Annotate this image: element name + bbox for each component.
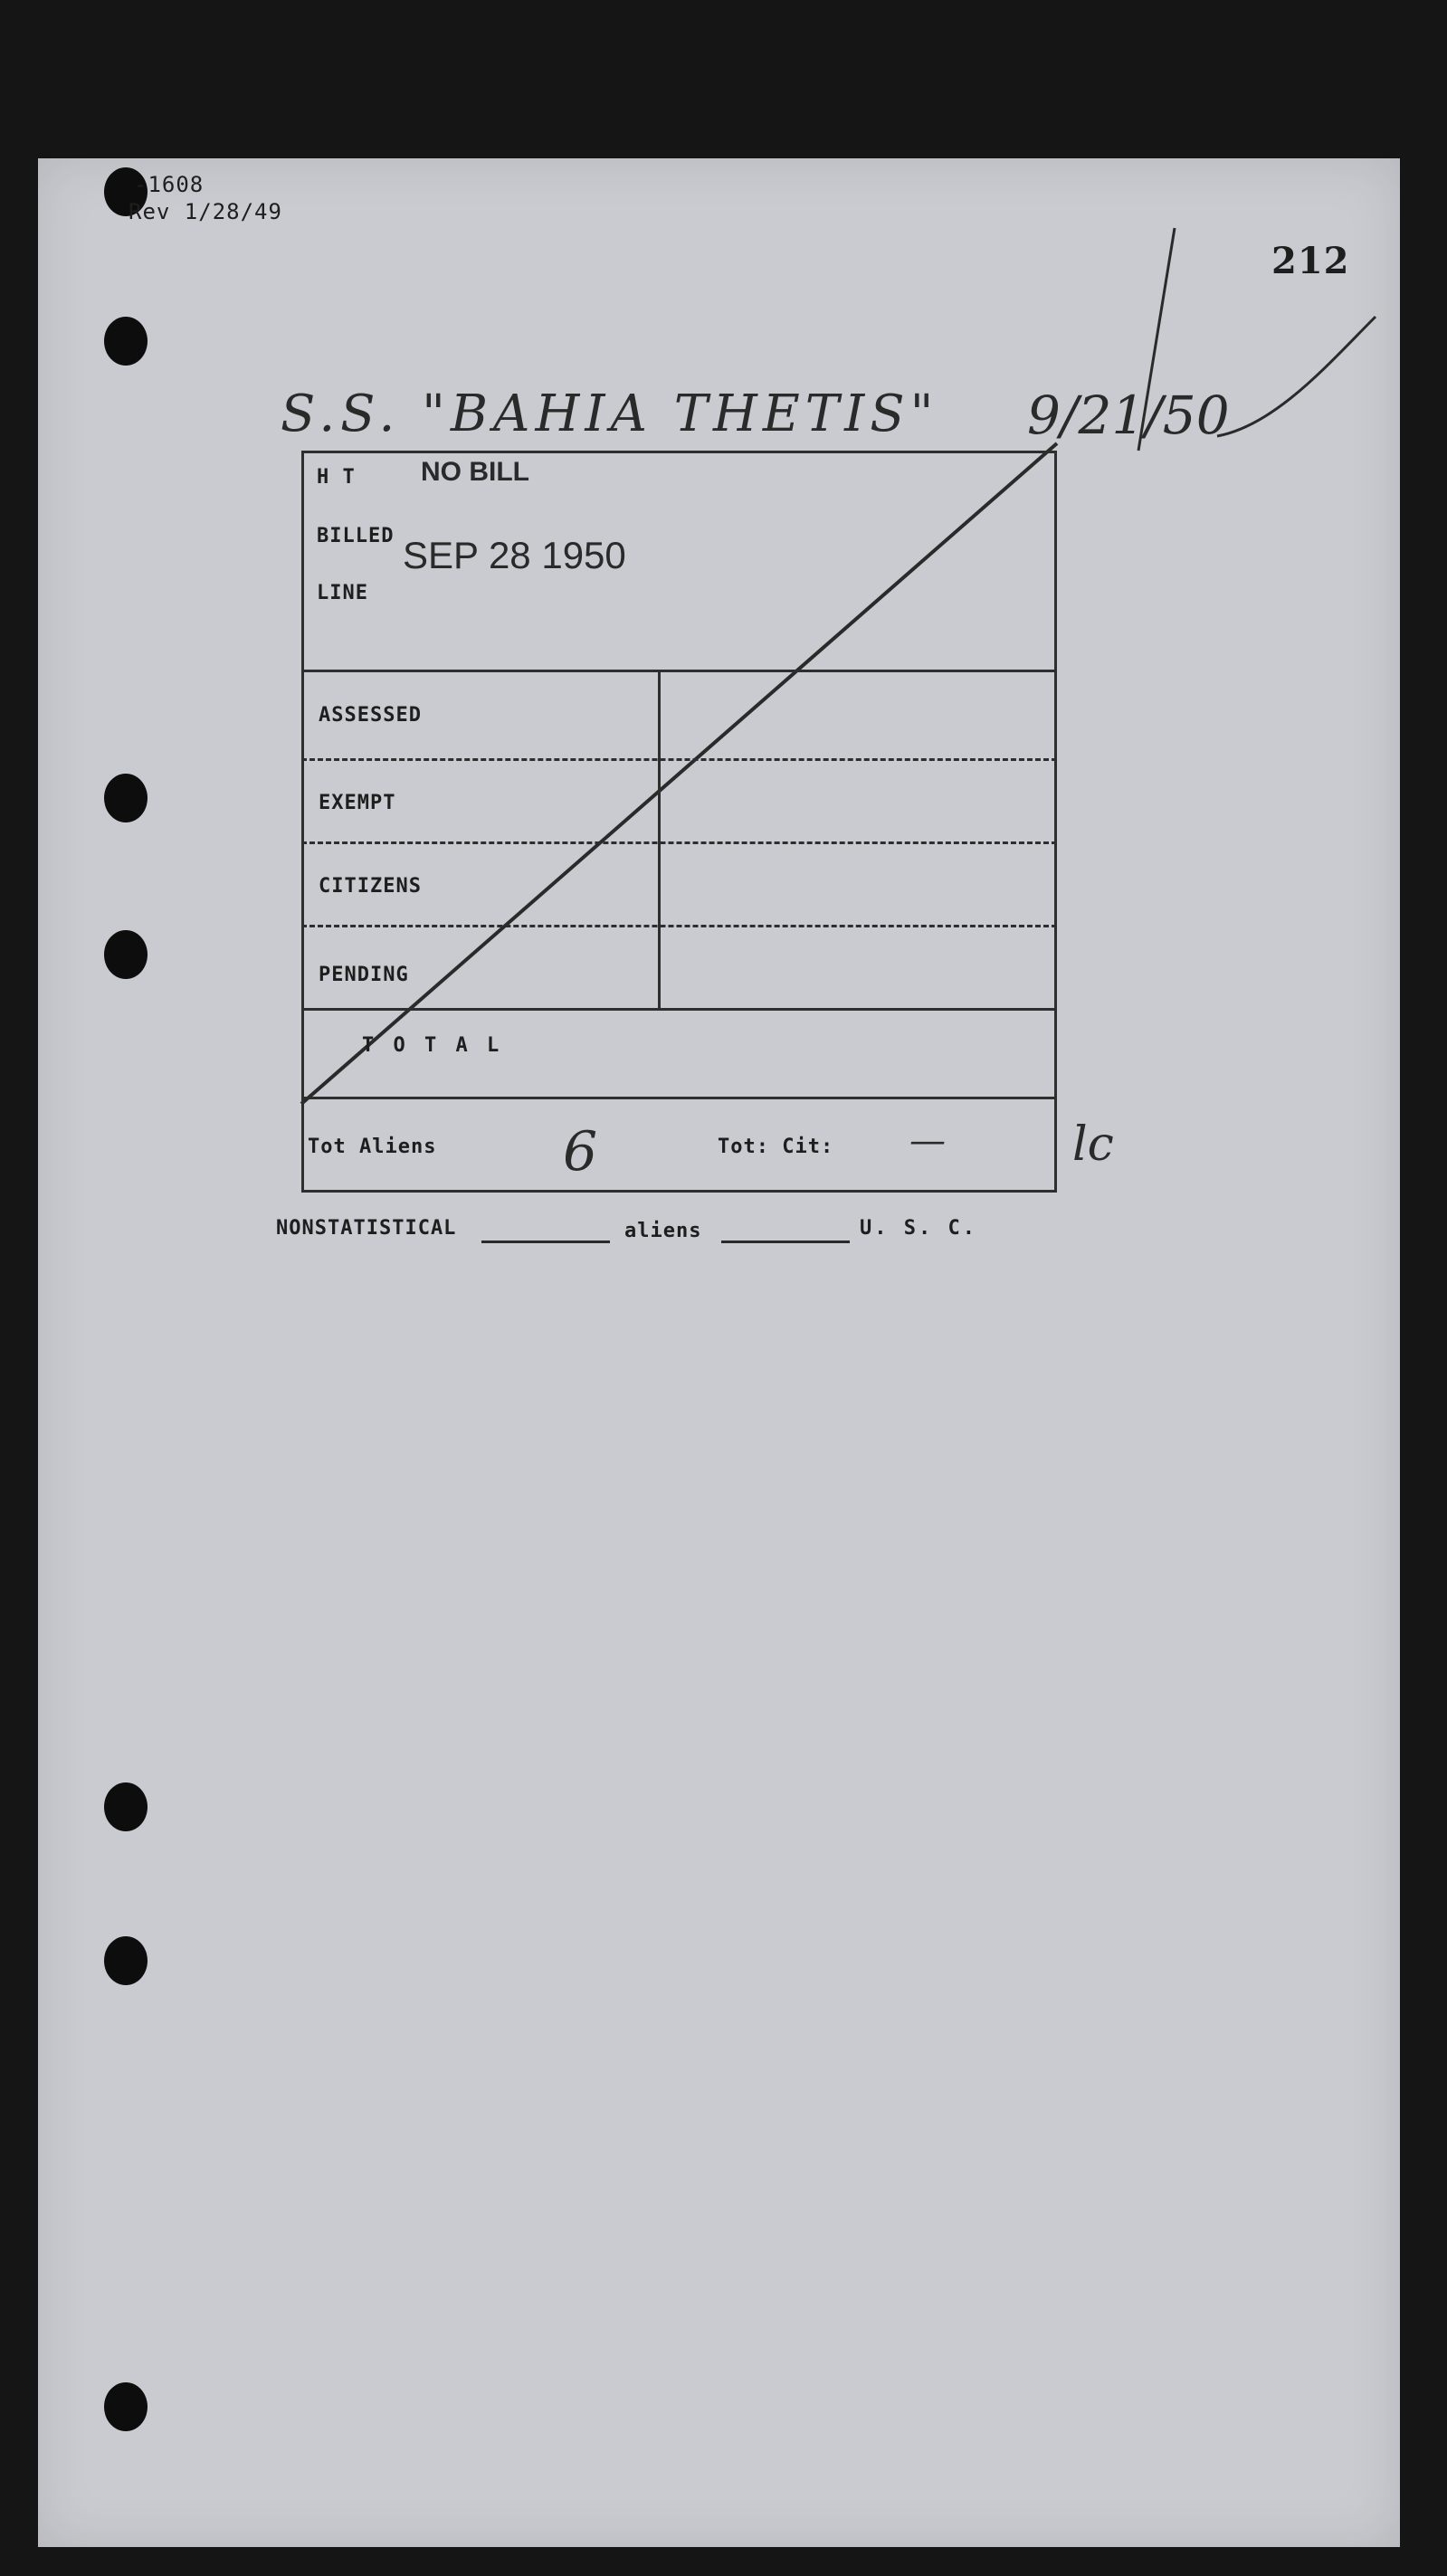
usc-label: U. S. C. xyxy=(860,1217,977,1240)
vertical-pen-stroke xyxy=(1138,228,1175,451)
line-label: LINE xyxy=(317,582,368,604)
ht-label: H T xyxy=(317,466,356,489)
total-label: T O T A L xyxy=(362,1034,503,1057)
divider xyxy=(301,1097,1057,1099)
no-bill-stamp: NO BILL xyxy=(421,457,529,487)
row-label-exempt: EXEMPT xyxy=(319,792,396,814)
row-label-citizens: CITIZENS xyxy=(319,875,422,898)
tot-cit-label: Tot: Cit: xyxy=(718,1136,834,1158)
divider xyxy=(301,758,1057,761)
flourish-pen-stroke xyxy=(1217,317,1376,436)
form-number: -1608 xyxy=(134,172,205,197)
tot-aliens-label: Tot Aliens xyxy=(308,1136,437,1158)
divider xyxy=(301,1008,1057,1011)
billed-label: BILLED xyxy=(317,525,395,547)
vessel-name: S.S. "BAHIA THETIS" xyxy=(281,385,939,443)
billed-date-stamp: SEP 28 1950 xyxy=(403,534,626,576)
row-label-pending: PENDING xyxy=(319,964,409,986)
tot-aliens-value: 6 xyxy=(563,1120,598,1183)
aliens-blank xyxy=(721,1240,850,1243)
arrival-date: 9/21/50 xyxy=(1027,385,1230,446)
column-divider xyxy=(658,671,661,1008)
page-number: 212 xyxy=(1271,240,1350,282)
aliens-label: aliens xyxy=(624,1220,702,1242)
tot-cit-value: — xyxy=(909,1120,946,1162)
divider xyxy=(301,925,1057,927)
form-revision: Rev 1/28/49 xyxy=(129,199,282,224)
divider xyxy=(301,670,1057,672)
nonstatistical-blank xyxy=(481,1240,610,1243)
divider xyxy=(301,841,1057,844)
initials: lc xyxy=(1072,1117,1114,1172)
nonstatistical-label: NONSTATISTICAL xyxy=(276,1217,457,1240)
row-label-assessed: ASSESSED xyxy=(319,704,422,727)
